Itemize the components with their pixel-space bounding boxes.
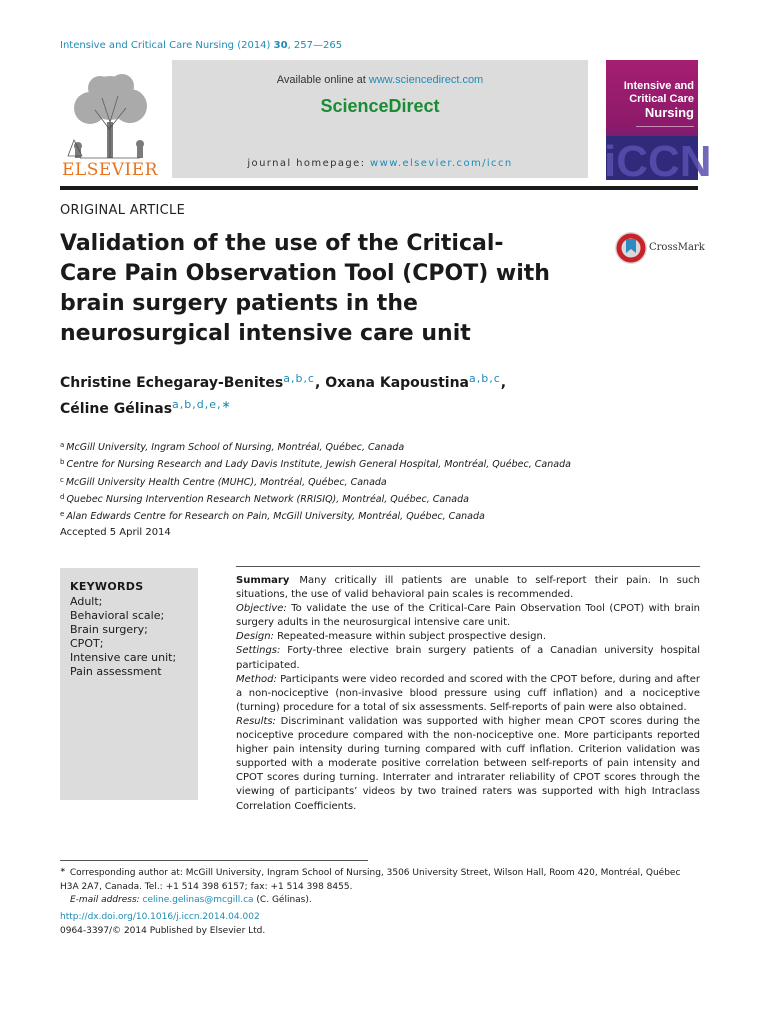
abstract-section [236, 715, 700, 814]
section-label: Results: [236, 715, 276, 727]
keyword-item: Brain surgery; [70, 623, 148, 636]
cover-title-line: Critical Care [629, 93, 694, 105]
corresponding-author-footnote [60, 864, 700, 908]
homepage-link[interactable]: www.elsevier.com/iccn [370, 158, 513, 169]
crossmark-icon [614, 231, 648, 265]
author-name[interactable]: Oxana Kapoustina [325, 375, 469, 391]
accepted-date: Accepted 5 April 2014 [60, 527, 171, 538]
abstract-rule [236, 566, 700, 567]
citation-journal: Intensive and Critical Care Nursing (2014) [60, 40, 271, 51]
available-online [172, 74, 588, 86]
section-text: Repeated-measure within subject prospective design. [277, 631, 546, 643]
abstract [236, 574, 700, 814]
elsevier-logo [60, 70, 160, 182]
cover-title-line: Intensive and [623, 80, 694, 92]
abstract-section [236, 673, 700, 715]
affiliation-text: Quebec Nursing Intervention Research Network (RRISIQ), Montréal, Québec, Canada [66, 493, 469, 505]
email-link[interactable]: celine.gelinas@mcgill.ca [142, 895, 254, 905]
author-name[interactable]: Christine Echegaray-Benites [60, 375, 284, 391]
summary-label: Summary [236, 575, 290, 586]
section-text: Participants were video recorded and scored with the CPOT before, during and after a non-nociceptive (non-invasive blood pressure using cuff inflation) and a nociceptive (turning) procedure for a total of six assessments. Self-reports of pain were also obtained. [236, 673, 700, 713]
section-label: Design: [236, 631, 274, 643]
elsevier-wordmark: ELSEVIER [62, 160, 158, 180]
keyword-item: Pain assessment [70, 665, 162, 678]
journal-cover[interactable] [604, 60, 712, 186]
affiliation-mark: b [60, 458, 65, 467]
keyword-item: CPOT; [70, 637, 104, 650]
sciencedirect-link[interactable]: www.sciencedirect.com [368, 74, 484, 86]
elsevier-tree-icon [60, 70, 160, 162]
abstract-section [236, 644, 700, 672]
cover-title [614, 80, 694, 119]
section-label: Method: [236, 673, 277, 685]
footnote-rule [60, 860, 368, 861]
section-text: Forty-three elective brain surgery patients of a Canadian university hospital participated. [236, 645, 700, 671]
journal-homepage [172, 158, 588, 169]
author-separator: , [500, 375, 507, 391]
affiliation-item [60, 490, 700, 507]
keywords-heading: KEYWORDS [70, 580, 144, 593]
crossmark-badge[interactable] [614, 231, 710, 267]
affiliation-item [60, 455, 700, 472]
abstract-section [236, 602, 700, 630]
crossmark-label: CrossMark [649, 242, 705, 253]
sciencedirect-logo[interactable]: ScienceDirect [320, 96, 440, 116]
section-text: Discriminant validation was supported with higher mean CPOT scores during the nociceptive procedure compared with the non-nociceptive one. More participants reported higher pain intensity during turning compared with cuff inflation. Criterion validation was supported with a moderate positive correlation between self-reports of pain intensity and CPOT scores during turning. Interrater and intrarater reliability of CPOT scores through the viewing of participants’ videos by two trained raters was supported with high Intraclass Correlation Coefficients. [236, 715, 700, 812]
affiliation-list [60, 438, 700, 524]
affiliation-text: McGill University, Ingram School of Nursing, Montréal, Québec, Canada [66, 442, 405, 453]
homepage-label: journal homepage: [247, 158, 371, 169]
cover-title-line: Nursing [644, 105, 694, 120]
author-name[interactable]: Céline Gélinas [60, 401, 173, 417]
affiliation-item [60, 473, 700, 490]
affiliation-text: McGill University Health Centre (MUHC), Montréal, Québec, Canada [65, 476, 387, 488]
affiliation-item [60, 507, 700, 524]
affiliation-mark: e [60, 510, 65, 519]
header-rule [60, 186, 698, 190]
keyword-item: Adult; [70, 595, 103, 608]
affiliation-text: Centre for Nursing Research and Lady Davis Institute, Jewish General Hospital, Montréal, Québec, Canada [66, 459, 571, 471]
citation-pages: , 257—265 [287, 40, 343, 51]
author-separator: , [314, 375, 326, 391]
footnote-address: Corresponding author at: McGill University, Ingram School of Nursing, 3506 University Street, Wilson Hall, Room 420, Montréal, Québec H3A 2A7, Canada. Tel.: +1 514 398 6157; fax: +1 514 398 8455. [60, 868, 681, 892]
section-label: Objective: [236, 603, 287, 615]
sciencedirect-banner [172, 60, 588, 178]
affiliation-item [60, 438, 700, 455]
citation-volume: 30 [273, 40, 288, 51]
doi-link[interactable]: http://dx.doi.org/10.1016/j.iccn.2014.04.002 [60, 912, 260, 922]
author-list [60, 368, 580, 420]
affiliation-mark: c [60, 475, 64, 484]
section-text: To validate the use of the Critical-Care Pain Observation Tool (CPOT) with brain surgery adults in the neurosurgical intensive care unit. [236, 603, 700, 629]
author-affiliation-marks[interactable]: a,b,d,e,∗ [172, 398, 232, 411]
author-affiliation-marks[interactable]: a,b,c [283, 372, 315, 385]
email-suffix: (C. Gélinas). [253, 895, 312, 905]
keyword-item: Behavioral scale; [70, 609, 165, 622]
abstract-summary [236, 574, 700, 602]
available-label: Available online at [276, 74, 369, 86]
email-label: E-mail address: [70, 895, 140, 905]
affiliation-mark: a [60, 441, 65, 449]
article-type: ORIGINAL ARTICLE [60, 203, 186, 218]
section-label: Settings: [236, 645, 281, 657]
affiliation-text: Alan Edwards Centre for Research on Pain, McGill University, Montréal, Québec, Canada [66, 511, 485, 523]
author-affiliation-marks[interactable]: a,b,c [469, 372, 501, 385]
keywords-box [60, 568, 198, 800]
journal-citation[interactable] [60, 40, 342, 51]
cover-art-icon [604, 136, 712, 186]
footnote-star: ∗ [60, 866, 66, 874]
journal-header [60, 60, 712, 186]
svg-text:iCCN: iCCN [604, 137, 712, 186]
issn-copyright: 0964-3397/© 2014 Published by Elsevier Ltd. [60, 926, 266, 936]
keyword-item: Intensive care unit; [70, 651, 177, 664]
abstract-section [236, 630, 700, 644]
article-title: Validation of the use of the Critical-Care Pain Observation Tool (CPOT) with brain surgery patients in the neurosurgical intensive care unit [60, 231, 550, 346]
summary-text: Many critically ill patients are unable to self-report their pain. In such situations, the use of valid behavioral pain scales is recommended. [236, 575, 700, 601]
affiliation-mark: d [60, 492, 65, 501]
